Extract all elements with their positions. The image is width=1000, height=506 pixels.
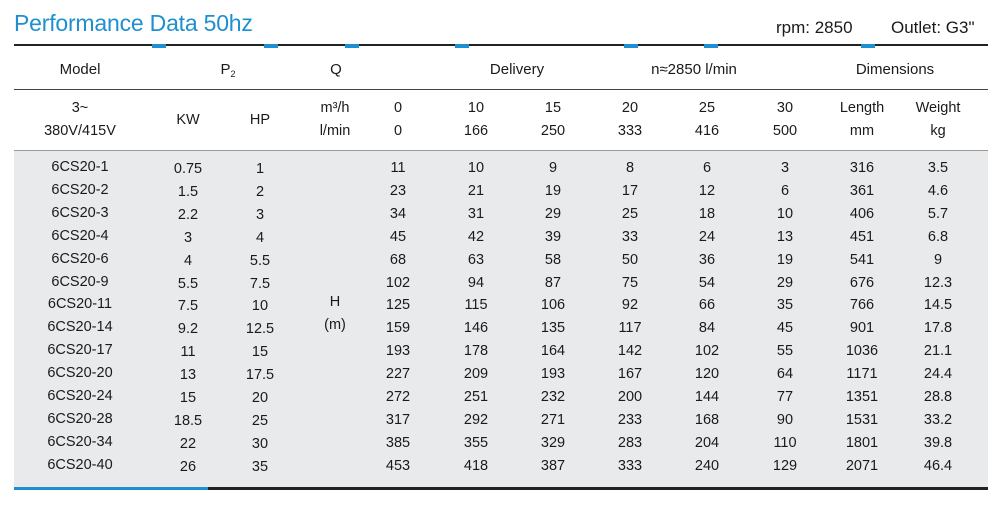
weight-cell: 39.8 <box>923 434 953 451</box>
head-value-cell: 18 <box>698 205 716 222</box>
weight-cell: 17.8 <box>923 320 953 337</box>
head-label <box>324 291 346 337</box>
flow-lmin-value: 0 <box>393 123 403 139</box>
kw-cell: 26 <box>179 458 197 475</box>
weight-unit: kg <box>930 123 946 139</box>
weight-cell: 21.1 <box>923 343 953 360</box>
head-value-cell: 120 <box>694 366 720 383</box>
head-value-cell: 418 <box>463 457 489 474</box>
hp-cell: 3 <box>255 206 265 223</box>
weight-cell: 4.6 <box>927 182 949 199</box>
flow-lmin-value: 333 <box>617 123 643 139</box>
hp-cell: 1 <box>255 161 265 177</box>
kw-cell: 1.5 <box>177 183 199 200</box>
head-value-cell: 84 <box>698 320 716 337</box>
head-value-cell: 55 <box>776 343 794 360</box>
kw-cell: 18.5 <box>173 412 203 429</box>
head-value-cell: 58 <box>544 251 562 268</box>
head-value-cell: 110 <box>773 434 797 451</box>
head-value-cell: 6 <box>780 182 790 199</box>
header-speed: n≈2850 l/min <box>651 61 737 78</box>
length-cell: 451 <box>849 228 875 245</box>
kw-cell: 2.2 <box>177 206 199 223</box>
hp-cell: 10 <box>251 298 269 315</box>
model-cell: 6CS20-40 <box>47 456 113 473</box>
accent-tick <box>624 44 638 48</box>
kw-cell: 4 <box>183 252 193 269</box>
head-value-cell: 9 <box>548 160 558 176</box>
kw-cell: 3 <box>183 229 193 246</box>
voltage-label: 380V/415V <box>44 123 116 139</box>
model-cell: 6CS20-17 <box>47 342 113 359</box>
head-value-cell: 3 <box>780 160 790 176</box>
flow-lmin-value: 500 <box>772 123 798 139</box>
model-cell: 6CS20-3 <box>51 204 109 221</box>
weight-cell: 33.2 <box>923 411 953 428</box>
length-label: Length <box>839 100 885 116</box>
head-value-cell: 146 <box>463 320 489 337</box>
hp-cell: 2 <box>255 183 265 200</box>
head-value-cell: 129 <box>772 457 798 474</box>
head-value-cell: 11 <box>390 160 406 176</box>
hp-cell: 12.5 <box>245 321 275 338</box>
head-value-cell: 209 <box>463 366 489 383</box>
hp-cell: 5.5 <box>249 252 271 269</box>
length-cell: 1801 <box>845 434 879 451</box>
flow-m3h-value: 20 <box>621 100 639 116</box>
head-value-cell: 10 <box>776 205 794 222</box>
length-cell: 1531 <box>845 411 879 428</box>
head-value-cell: 387 <box>540 457 566 474</box>
rpm-label: rpm: 2850 <box>776 18 853 37</box>
head-value-cell: 90 <box>776 411 794 428</box>
page-title: Performance Data 50hz <box>14 10 253 36</box>
head-value-cell: 227 <box>385 366 411 383</box>
head-value-cell: 45 <box>776 320 794 337</box>
phase-label: 3~ <box>71 100 89 116</box>
accent-tick <box>455 44 469 48</box>
head-value-cell: 17 <box>621 182 639 199</box>
head-unit: (m) <box>324 317 346 333</box>
weight-cell: 46.4 <box>923 457 953 474</box>
length-cell: 2071 <box>845 457 879 474</box>
model-cell: 6CS20-24 <box>47 388 113 404</box>
model-cell: 6CS20-2 <box>51 181 109 198</box>
model-cell: 6CS20-34 <box>47 433 113 450</box>
model-cell: 6CS20-11 <box>47 296 113 313</box>
bottom-accent <box>14 487 208 490</box>
model-cell: 6CS20-14 <box>47 319 113 336</box>
head-value-cell: 193 <box>385 343 411 360</box>
flow-m3h-value: 10 <box>467 100 485 116</box>
flow-lmin-value: 416 <box>694 123 720 139</box>
length-cell: 901 <box>849 320 875 337</box>
kw-cell: 13 <box>179 367 197 384</box>
head-value-cell: 19 <box>544 182 562 199</box>
hp-label: HP <box>249 112 271 128</box>
weight-cell: 3.5 <box>927 160 949 176</box>
head-value-cell: 77 <box>776 389 794 405</box>
weight-cell: 6.8 <box>927 228 949 245</box>
model-cell: 6CS20-1 <box>51 159 109 175</box>
head-value-cell: 272 <box>385 389 411 405</box>
weight-cell: 28.8 <box>923 389 953 405</box>
head-value-cell: 233 <box>617 411 643 428</box>
model-cell: 6CS20-9 <box>51 273 109 290</box>
head-value-cell: 35 <box>776 297 794 314</box>
weight-cell: 14.5 <box>923 297 953 314</box>
head-value-cell: 135 <box>540 320 566 337</box>
head-value-cell: 106 <box>540 297 566 314</box>
header-q: Q <box>330 61 342 78</box>
flow-m3h-value: 25 <box>698 100 716 116</box>
hp-cell: 20 <box>251 390 269 406</box>
body-divider <box>14 150 988 151</box>
length-cell: 1351 <box>845 389 879 405</box>
head-value-cell: 125 <box>385 297 411 314</box>
head-value-cell: 45 <box>389 228 407 245</box>
head-value-cell: 23 <box>389 182 407 199</box>
head-value-cell: 92 <box>621 297 639 314</box>
head-value-cell: 42 <box>467 228 485 245</box>
header-divider <box>14 89 988 90</box>
head-value-cell: 21 <box>467 182 485 199</box>
weight-cell: 9 <box>933 251 943 268</box>
hp-cell: 25 <box>251 412 269 429</box>
flow-lmin-value: 166 <box>463 123 489 139</box>
head-value-cell: 102 <box>694 343 720 360</box>
hp-cell: 7.5 <box>249 275 271 292</box>
table-body-background <box>14 150 988 487</box>
head-value-cell: 355 <box>463 434 489 451</box>
length-cell: 316 <box>849 160 875 176</box>
head-value-cell: 10 <box>467 160 485 176</box>
flow-m3h-value: 30 <box>776 100 794 116</box>
model-cell: 6CS20-20 <box>47 365 113 382</box>
kw-cell: 0.75 <box>173 161 203 177</box>
weight-label: Weight <box>915 100 961 116</box>
head-value-cell: 167 <box>617 366 643 383</box>
length-cell: 1036 <box>845 343 879 360</box>
model-cell: 6CS20-28 <box>47 410 113 427</box>
header-delivery: Delivery <box>489 61 545 78</box>
length-cell: 676 <box>849 274 875 291</box>
head-value-cell: 64 <box>776 366 794 383</box>
head-value-cell: 333 <box>617 457 643 474</box>
head-value-cell: 385 <box>385 434 411 451</box>
length-cell: 361 <box>849 182 875 199</box>
head-value-cell: 317 <box>385 411 411 428</box>
accent-tick <box>345 44 359 48</box>
head-value-cell: 25 <box>621 205 639 222</box>
length-cell: 1171 <box>846 366 878 383</box>
head-value-cell: 193 <box>540 366 566 383</box>
kw-cell: 22 <box>179 435 197 452</box>
hp-cell: 17.5 <box>245 367 275 384</box>
header-dimensions: Dimensions <box>855 61 935 78</box>
head-value-cell: 8 <box>625 160 635 176</box>
header-p2: $P_2$ <box>220 61 236 79</box>
head-value-cell: 159 <box>385 320 411 337</box>
head-value-cell: 36 <box>698 251 716 268</box>
head-value-cell: 66 <box>698 297 716 314</box>
head-value-cell: 115 <box>464 297 488 314</box>
accent-tick <box>264 44 278 48</box>
head-value-cell: 39 <box>544 228 562 245</box>
head-value-cell: 94 <box>467 274 485 291</box>
head-value-cell: 178 <box>463 343 489 360</box>
head-value-cell: 232 <box>540 389 566 405</box>
head-value-cell: 6 <box>702 160 712 176</box>
kw-cell: 7.5 <box>177 298 199 315</box>
head-value-cell: 24 <box>698 228 716 245</box>
length-cell: 541 <box>849 251 875 268</box>
kw-cell: 5.5 <box>177 275 199 292</box>
head-value-cell: 12 <box>698 182 716 199</box>
head-value-cell: 453 <box>385 457 411 474</box>
head-value-cell: 142 <box>617 343 643 360</box>
head-value-cell: 31 <box>467 205 485 222</box>
outlet-label: Outlet: G3" <box>891 18 975 37</box>
head-symbol: H <box>329 294 341 310</box>
head-value-cell: 292 <box>463 411 489 428</box>
head-value-cell: 283 <box>617 434 643 451</box>
model-cell: 6CS20-4 <box>51 227 109 244</box>
head-value-cell: 29 <box>776 274 794 291</box>
head-value-cell: 251 <box>463 389 489 405</box>
flow-lmin-value: 250 <box>540 123 566 139</box>
head-value-cell: 50 <box>621 251 639 268</box>
head-value-cell: 33 <box>621 228 639 245</box>
head-value-cell: 164 <box>540 343 566 360</box>
hp-cell: 4 <box>255 229 265 246</box>
head-value-cell: 87 <box>544 274 562 291</box>
head-value-cell: 13 <box>776 228 794 245</box>
head-value-cell: 200 <box>617 389 643 405</box>
accent-tick <box>152 44 166 48</box>
kw-cell: 15 <box>179 390 197 406</box>
head-value-cell: 329 <box>540 434 566 451</box>
model-cell: 6CS20-6 <box>51 250 109 267</box>
head-value-cell: 102 <box>385 274 411 291</box>
head-value-cell: 271 <box>540 411 566 428</box>
length-unit: mm <box>849 123 875 139</box>
flow-m3h-value: 0 <box>393 100 403 116</box>
head-value-cell: 19 <box>776 251 794 268</box>
accent-tick <box>704 44 718 48</box>
head-value-cell: 54 <box>698 274 716 291</box>
length-cell: 406 <box>849 205 875 222</box>
head-value-cell: 204 <box>694 434 720 451</box>
head-value-cell: 144 <box>694 389 720 405</box>
kw-cell: 9.2 <box>177 321 199 338</box>
head-value-cell: 29 <box>544 205 562 222</box>
head-value-cell: 240 <box>694 457 720 474</box>
head-value-cell: 63 <box>467 251 485 268</box>
header-model: Model <box>59 61 101 78</box>
head-value-cell: 168 <box>694 411 720 428</box>
hp-cell: 35 <box>251 458 269 475</box>
weight-cell: 12.3 <box>923 274 953 291</box>
weight-cell: 5.7 <box>927 205 949 222</box>
length-cell: 766 <box>849 297 875 314</box>
kw-cell: 11 <box>180 344 196 361</box>
head-value-cell: 68 <box>389 251 407 268</box>
q-unit-m3h: m³/h <box>320 100 350 116</box>
q-unit-lmin: l/min <box>319 123 351 139</box>
head-value-cell: 117 <box>618 320 642 337</box>
head-value-cell: 75 <box>621 274 639 291</box>
flow-m3h-value: 15 <box>544 100 562 116</box>
head-value-cell: 34 <box>389 205 407 222</box>
accent-tick <box>861 44 875 48</box>
hp-cell: 15 <box>251 344 269 361</box>
weight-cell: 24.4 <box>923 366 953 383</box>
hp-cell: 30 <box>251 435 269 452</box>
kw-label: KW <box>176 112 200 128</box>
